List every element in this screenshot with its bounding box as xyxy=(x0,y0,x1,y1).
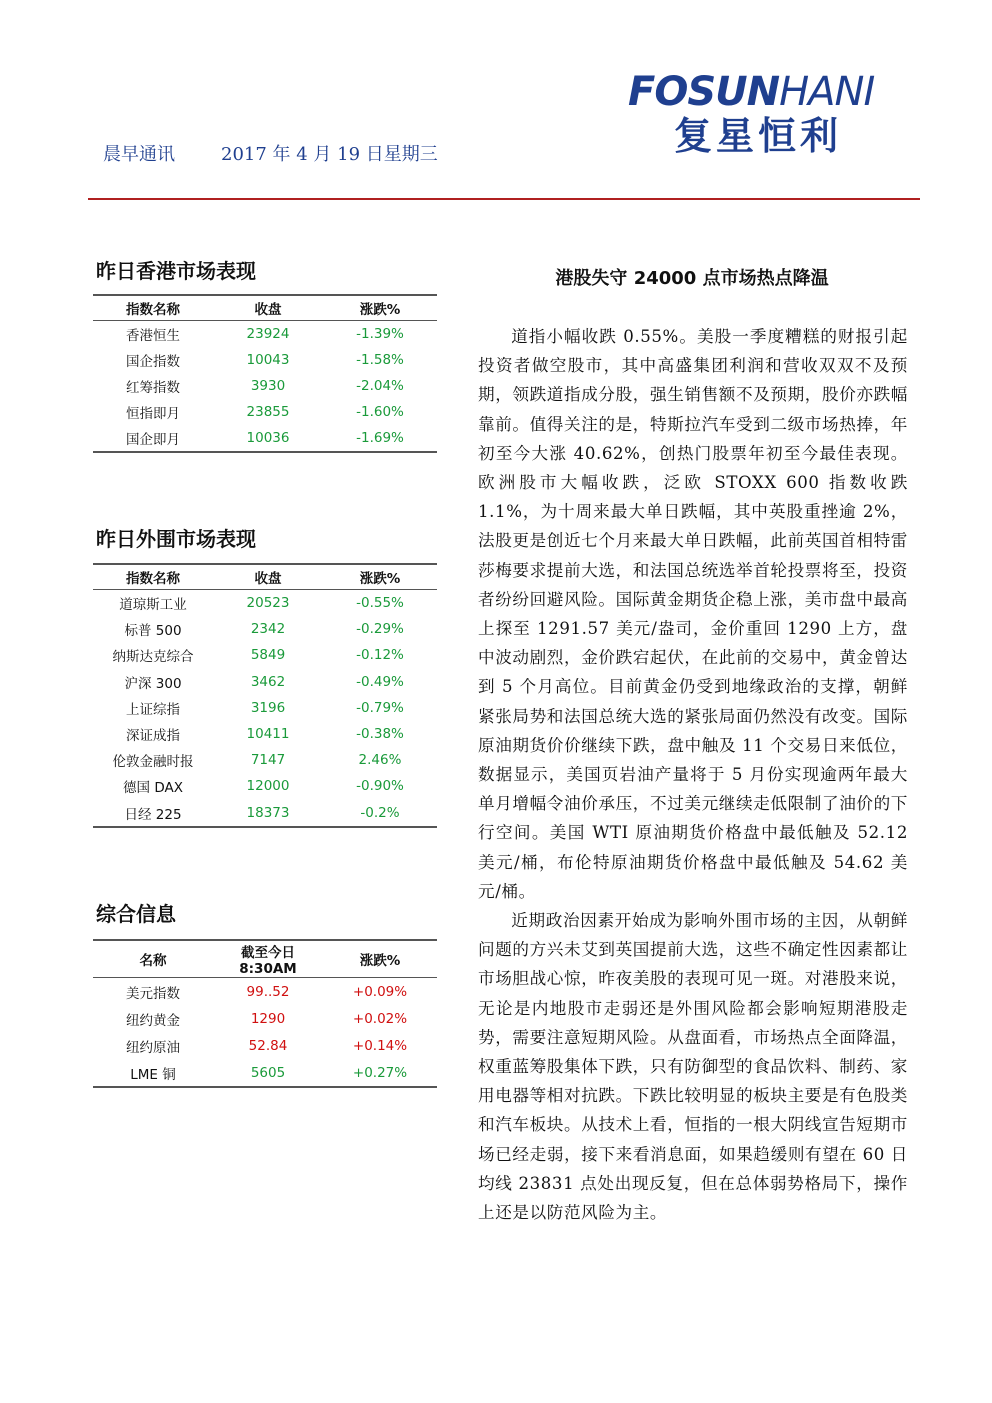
change-value: -1.58% xyxy=(356,352,404,368)
close-value: 10411 xyxy=(246,726,290,743)
global-market-table xyxy=(93,563,437,828)
index-name: 德国 DAX xyxy=(123,780,183,797)
close-value: 18373 xyxy=(246,804,290,821)
change-value: -0.38% xyxy=(356,726,404,743)
change-value: -1.69% xyxy=(356,430,404,446)
change-value: +0.14% xyxy=(352,1037,408,1054)
change-value: -2.04% xyxy=(356,378,404,394)
close-value: 12000 xyxy=(246,778,290,795)
item-name: LME 铜 xyxy=(130,1066,176,1083)
report-date: 2017 年 4 月 19 日星期三 xyxy=(221,144,438,165)
change-value: +0.27% xyxy=(352,1064,408,1081)
combined-info-table xyxy=(93,939,437,1088)
table-row xyxy=(93,695,437,721)
table-row xyxy=(93,425,437,452)
table-row xyxy=(93,399,437,425)
hk-market-table xyxy=(93,294,437,453)
table-row xyxy=(93,773,437,799)
article-body xyxy=(478,322,908,1227)
index-name: 日经 225 xyxy=(124,806,182,823)
close-value: 10043 xyxy=(246,352,290,368)
article-paragraph: 近期政治因素开始成为影响外围市场的主因，从朝鲜问题的方兴未艾到英国提前大选，这些不确定性因素都让市场胆战心惊，昨夜美股的表现可见一斑。对港股来说，无论是内地股市走弱还是外围风险都会影响短期港股走势，需要注意短期风险。从盘面看，市场热点全面降温，权重蓝筹股集体下跌，只有防御型的食品饮料、制药、家用电器等相对抗跌。下跌比较明显的板块主要是有色股类和汽车板块。从技术上看，恒指的一根大阴线宣告短期市场已经走弱，接下来看消息面，如果趋缓则有望在 60 日均线 23831 点处出现反复，但在总体弱势格局下，操作上还是以防范风险为主。 xyxy=(478,911,908,1223)
index-name: 沪深 300 xyxy=(124,675,182,692)
item-value: 99..52 xyxy=(246,983,290,1000)
close-value: 3196 xyxy=(250,699,286,716)
change-value: -0.90% xyxy=(356,778,404,795)
close-value: 3462 xyxy=(250,673,286,690)
table-row xyxy=(93,800,437,827)
table-row xyxy=(93,373,437,399)
item-name: 纽约黄金 xyxy=(126,1012,180,1029)
article-paragraph: 道指小幅收跌 0.55%。美股一季度糟糕的财报引起投资者做空股市，其中高盛集团利润和营收双双不及预期，领跌道指成分股，强生销售额不及预期，股价亦跌幅靠前。值得关注的是，特斯拉汽车受到二级市场热捧，年初至今大涨 40.62%，创热门股票年初至今最佳表现。欧洲股市大幅收跌，泛欧 STOXX 600 指数收跌 1.1%，为十周来最大单日跌幅，其中英股重挫逾 2%，法股更是创近七个月来最大单日跌幅，此前英国首相特雷莎梅要求提前大选，和法国总统选举首轮投票将至，投资者纷纷回避风险。国际黄金期货企稳上涨，美市盘中最高上探至 1291.57 美元/盎司，金价重回 1290 上方，盘中波动剧烈，金价跌宕起伏，在此前的交易中，黄金曾达到 5 个月高位。目前黄金仍受到地缘政治的支撑，朝鲜紧张局势和法国总统大选的紧张局面仍然没有改变。国际原油期货价价继续下跌，盘中触及 11 个交易日来低位，数据显示，美国页岩油产量将于 5 月份实现逾两年最大单月增幅令油价承压，不过美元继续走低限制了油价的下行空间。美国 WTI 原油期货价格盘中最低触及 52.12 美元/桶，布伦特原油期货价格盘中最低触及 54.62 美元/桶。 xyxy=(478,327,908,901)
table-row xyxy=(93,590,437,617)
index-name: 红筹指数 xyxy=(126,380,180,396)
logo-english: FOSUNHANI xyxy=(628,69,875,115)
article-title: 港股失守 24000 点市场热点降温 xyxy=(555,268,829,289)
table-row xyxy=(93,1005,437,1032)
close-value: 3930 xyxy=(250,378,286,394)
table-header-row xyxy=(93,564,437,590)
report-title: 晨早通讯 xyxy=(103,144,175,165)
change-value: 2.46% xyxy=(358,752,402,769)
close-value: 23855 xyxy=(246,404,290,420)
change-value: +0.09% xyxy=(352,983,408,1000)
index-name: 伦敦金融时报 xyxy=(112,754,194,771)
change-value: -1.60% xyxy=(356,404,404,420)
table-row xyxy=(93,747,437,773)
index-name: 标普 500 xyxy=(124,623,182,640)
column-header: 收盘 xyxy=(254,571,282,587)
table-row xyxy=(93,321,437,348)
index-name: 纳斯达克综合 xyxy=(112,649,194,666)
index-name: 香港恒生 xyxy=(126,328,180,344)
index-name: 国企即月 xyxy=(126,432,180,448)
combined-info-title: 综合信息 xyxy=(96,902,176,926)
close-value: 7147 xyxy=(250,752,286,769)
item-value: 1290 xyxy=(250,1010,286,1027)
table-row xyxy=(93,1032,437,1059)
close-value: 10036 xyxy=(246,430,290,446)
change-value: -0.79% xyxy=(356,699,404,716)
change-value: -0.2% xyxy=(360,804,400,821)
index-name: 国企指数 xyxy=(126,354,180,370)
index-name: 恒指即月 xyxy=(126,406,180,422)
company-logo xyxy=(628,70,920,158)
index-name: 上证综指 xyxy=(126,701,180,718)
change-value: -0.29% xyxy=(356,621,404,638)
table-row xyxy=(93,721,437,747)
close-value: 5849 xyxy=(250,647,286,664)
change-value: -0.55% xyxy=(356,595,404,612)
table-row xyxy=(93,642,437,668)
close-value: 2342 xyxy=(250,621,286,638)
change-value: -0.12% xyxy=(356,647,404,664)
item-name: 纽约原油 xyxy=(126,1039,180,1056)
table-row xyxy=(93,1059,437,1087)
logo-chinese: 复星恒利 xyxy=(674,114,843,158)
change-value: +0.02% xyxy=(352,1010,408,1027)
index-name: 深证成指 xyxy=(126,728,180,745)
column-header: 收盘 xyxy=(254,302,282,318)
column-header: 名称 xyxy=(139,953,167,969)
column-header: 指数名称 xyxy=(126,302,180,318)
column-header: 涨跌% xyxy=(359,571,401,587)
close-value: 20523 xyxy=(246,595,290,612)
column-header: 涨跌% xyxy=(359,302,401,318)
hk-market-title: 昨日香港市场表现 xyxy=(96,259,256,283)
table-row xyxy=(93,347,437,373)
table-row xyxy=(93,978,437,1006)
item-name: 美元指数 xyxy=(126,985,180,1002)
column-header: 截至今日 8:30AM xyxy=(239,945,297,977)
item-value: 5605 xyxy=(250,1064,286,1081)
close-value: 23924 xyxy=(246,326,290,342)
change-value: -0.49% xyxy=(356,673,404,690)
item-value: 52.84 xyxy=(248,1037,288,1054)
column-header: 指数名称 xyxy=(126,571,180,587)
global-market-title: 昨日外围市场表现 xyxy=(96,527,256,551)
report-header xyxy=(103,140,438,166)
table-row xyxy=(93,616,437,642)
table-row xyxy=(93,669,437,695)
column-header: 涨跌% xyxy=(359,953,401,969)
header-divider xyxy=(88,198,920,200)
table-header-row xyxy=(93,295,437,321)
table-header-row xyxy=(93,940,437,978)
index-name: 道琼斯工业 xyxy=(119,597,187,614)
change-value: -1.39% xyxy=(356,326,404,342)
